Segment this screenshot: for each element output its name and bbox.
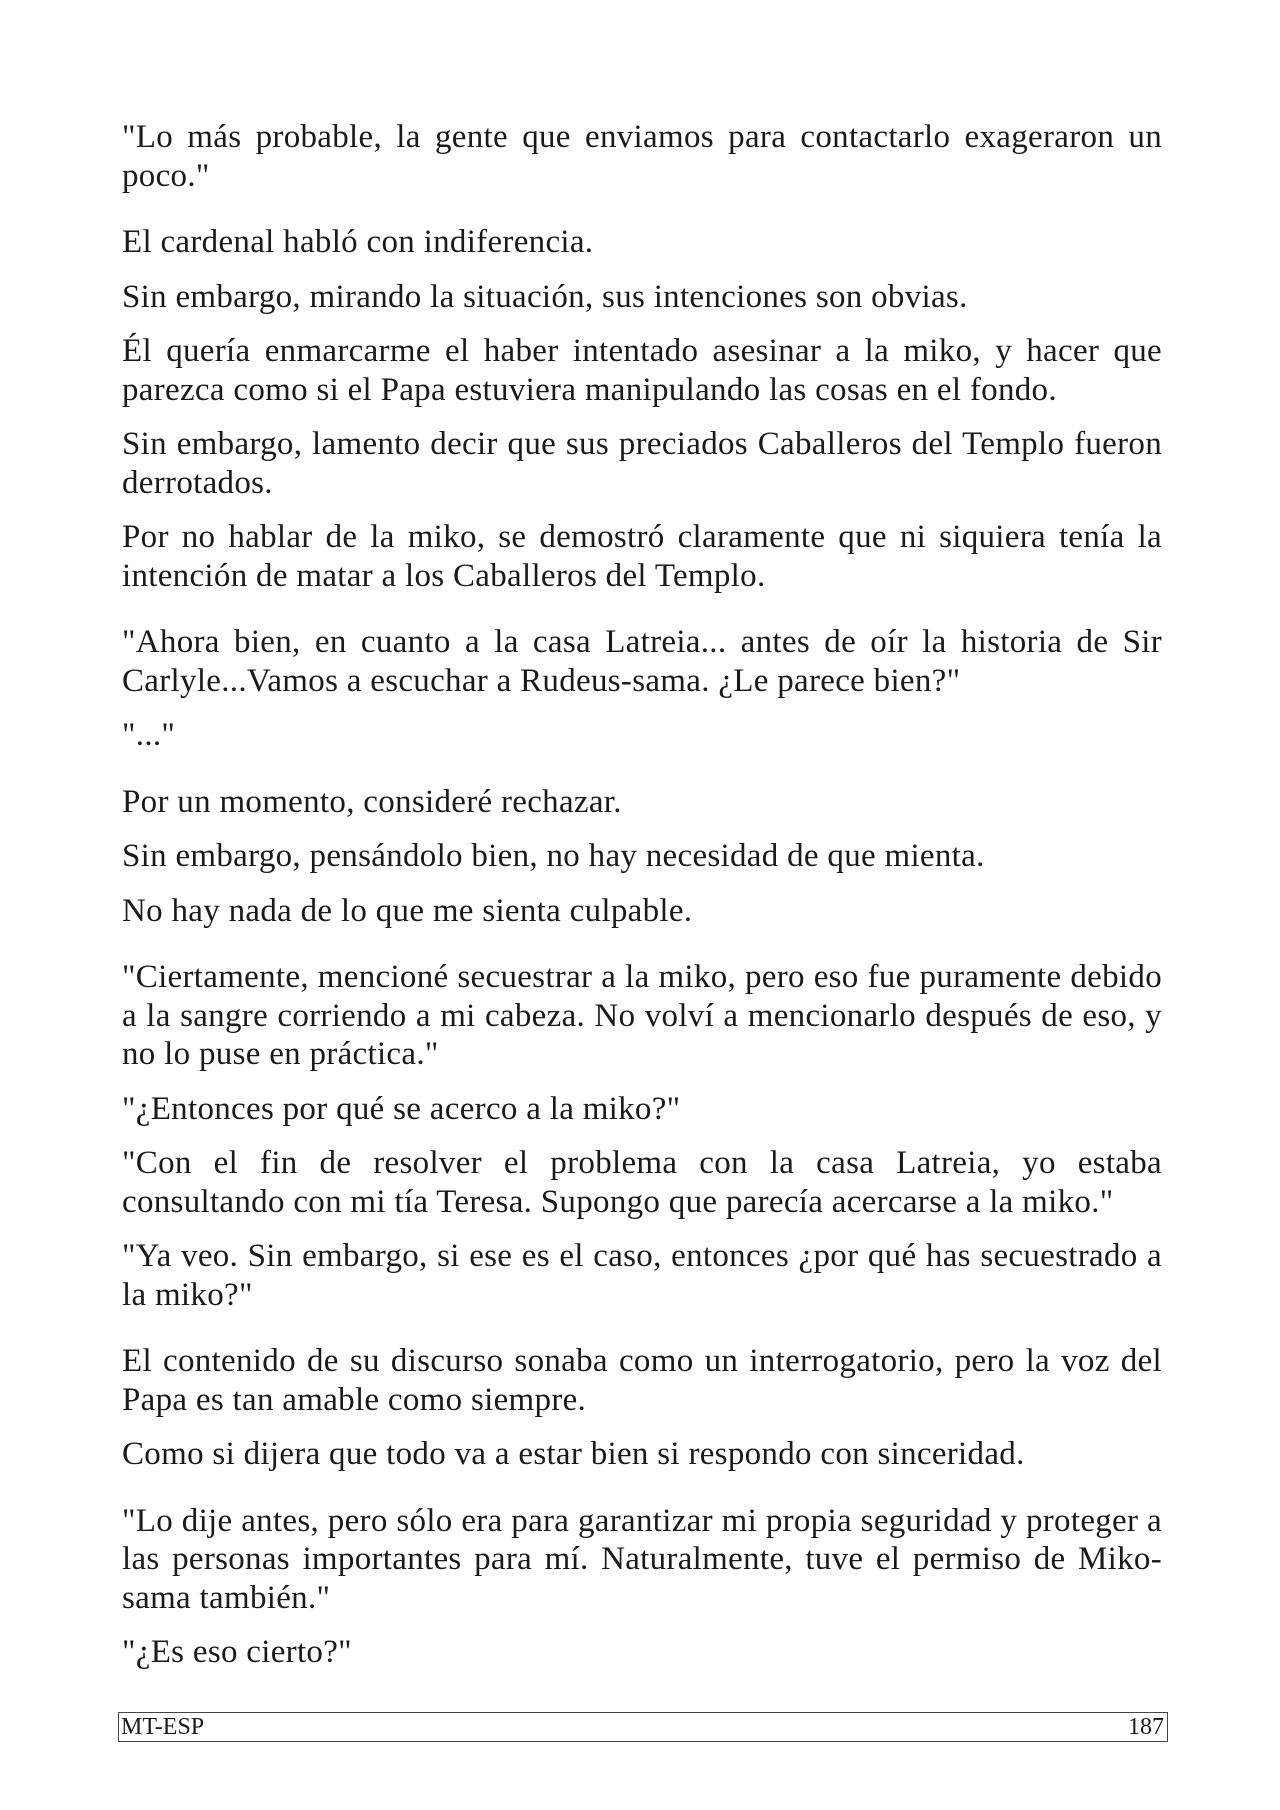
paragraph: Sin embargo, pensándolo bien, no hay necesidad de que mienta. [122, 838, 985, 874]
paragraph: No hay nada de lo que me sienta culpable. [122, 892, 693, 929]
paragraph: "Ya veo. Sin embargo, si ese es el caso, entonces ¿por qué has secuestrado a la miko?" [122, 1238, 1162, 1313]
paragraph: Como si dijera que todo va a estar bien si respondo con sinceridad. [122, 1436, 1025, 1472]
paragraph: "Ahora bien, en cuanto a la casa Latreia... antes de oír la historia de Sir Carlyle...Vamos a escuchar a Rudeus-sama. ¿Le parece bien?" [122, 624, 1162, 699]
paragraph: El cardenal habló con indiferencia. [122, 224, 594, 260]
paragraph: "..." [122, 717, 176, 753]
page-number: 187 [1128, 1714, 1164, 1740]
footer-label: MT-ESP [121, 1714, 205, 1740]
paragraph: "Lo más probable, la gente que enviamos para contactarlo exageraron un poco." [122, 119, 1162, 194]
paragraph: "Lo dije antes, pero sólo era para garantizar mi propia seguridad y proteger a las personas importantes para mí. Naturalmente, tuve el permiso de Miko-sama también." [122, 1502, 1162, 1616]
paragraph: "Ciertamente, mencioné secuestrar a la miko, pero eso fue puramente debido a la sangre corriendo a mi cabeza. No volví a mencionarlo después de eso, y no lo puse en práctica." [122, 959, 1162, 1072]
paragraph: "¿Entonces por qué se acerco a la miko?" [122, 1090, 681, 1127]
paragraph: Por no hablar de la miko, se demostró claramente que ni siquiera tenía la intención de matar a los Caballeros del Templo. [122, 519, 1162, 594]
paragraph: Sin embargo, mirando la situación, sus intenciones son obvias. [122, 278, 968, 315]
paragraph: "¿Es eso cierto?" [122, 1634, 352, 1670]
paragraph: El contenido de su discurso sonaba como un interrogatorio, pero la voz del Papa es tan amable como siempre. [122, 1343, 1162, 1418]
paragraph: "Con el fin de resolver el problema con la casa Latreia, yo estaba consultando con mi tía Teresa. Supongo que parecía acercarse a la miko." [122, 1145, 1162, 1220]
page-body [122, 118, 1162, 1672]
paragraph: Sin embargo, lamento decir que sus preciados Caballeros del Templo fueron derrotados. [122, 426, 1162, 501]
paragraph: Por un momento, consideré rechazar. [122, 783, 622, 820]
paragraph: Él quería enmarcarme el haber intentado asesinar a la miko, y hacer que parezca como si el Papa estuviera manipulando las cosas en el fondo. [122, 333, 1162, 408]
page-footer [118, 1712, 1168, 1742]
